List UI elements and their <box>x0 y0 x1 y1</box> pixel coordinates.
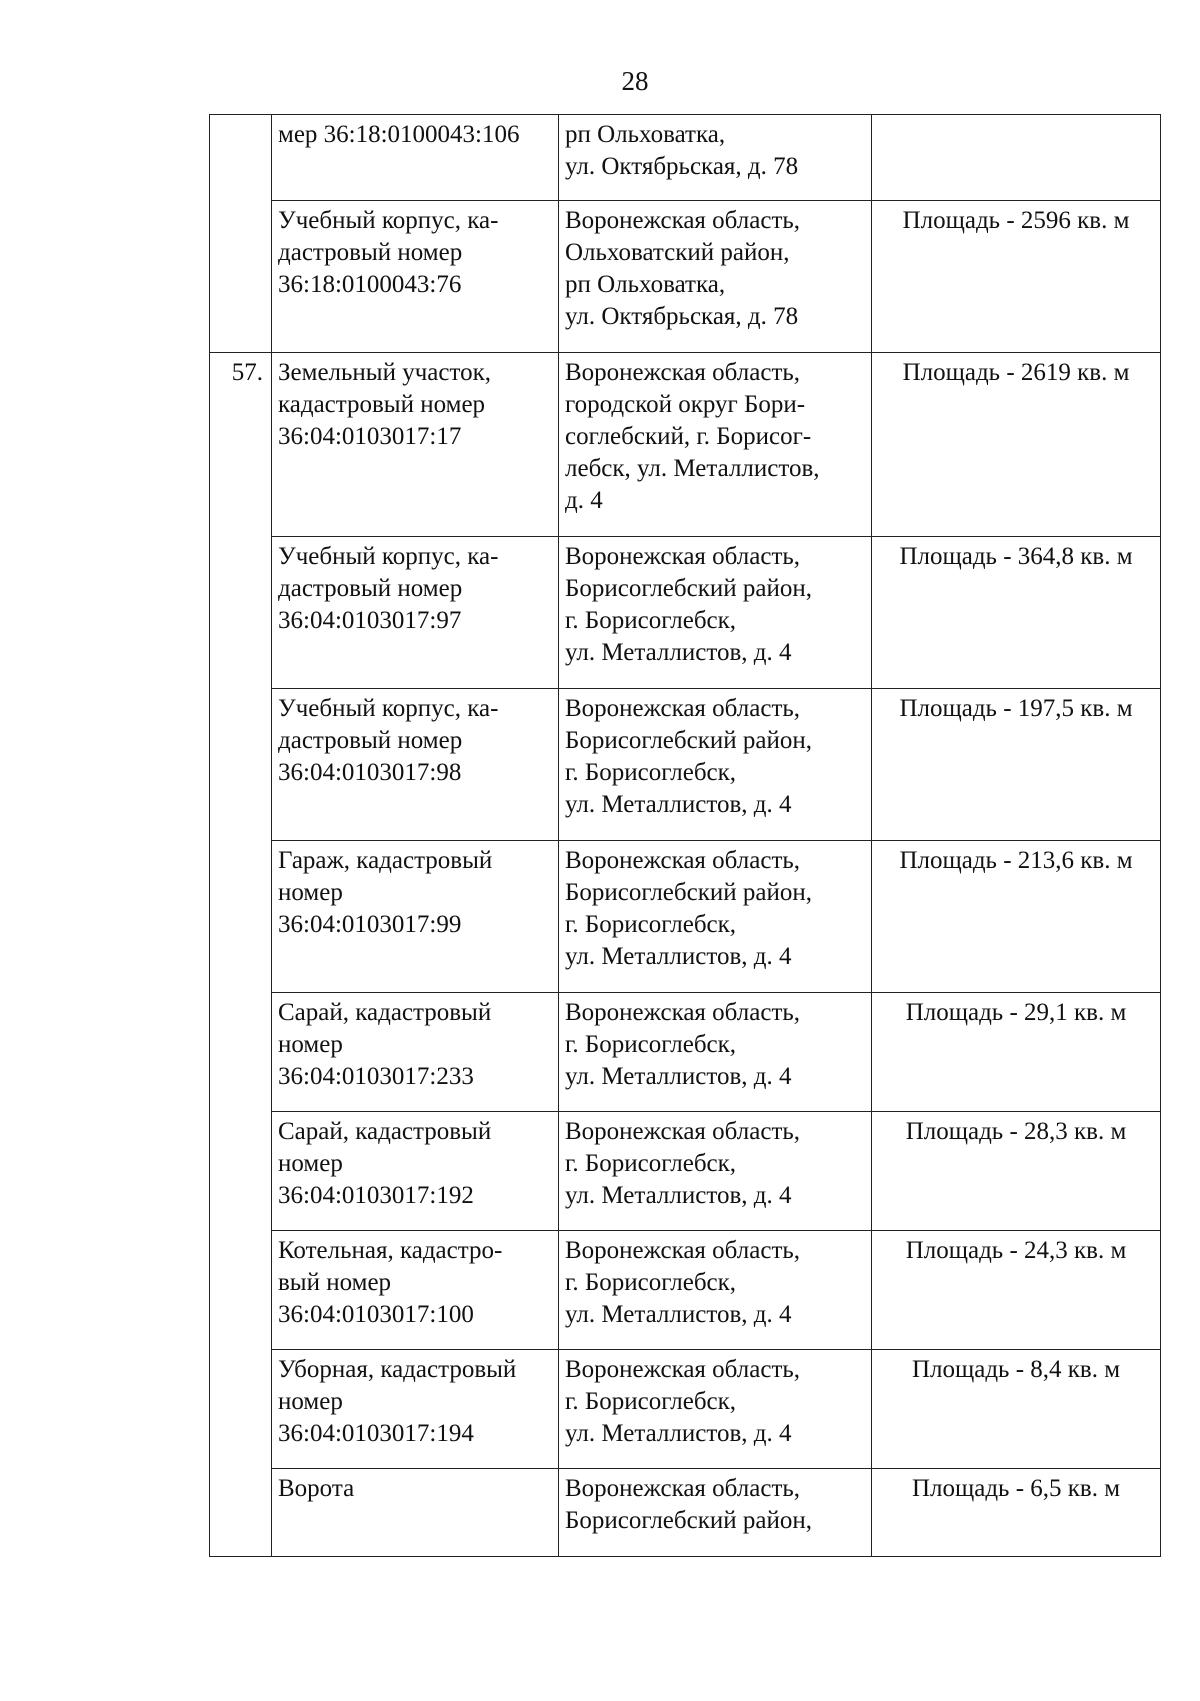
table-row <box>210 993 1161 1112</box>
characteristic-cell: Площадь - 29,1 кв. м <box>872 993 1161 1112</box>
characteristic-cell <box>872 115 1161 201</box>
address-cell: Воронежская область, Борисоглебский район, г. Борисоглебск, ул. Металлистов, д. 4 <box>559 841 872 993</box>
object-cell: Сарай, кадастровый номер 36:04:0103017:233 <box>272 993 559 1112</box>
characteristic-cell: Площадь - 2619 кв. м <box>872 353 1161 537</box>
object-cell: Земельный участок, кадастровый номер 36:04:0103017:17 <box>272 353 559 537</box>
table-row <box>210 1469 1161 1557</box>
characteristic-cell: Площадь - 2596 кв. м <box>872 201 1161 353</box>
table-row <box>210 1112 1161 1231</box>
object-cell: мер 36:18:0100043:106 <box>272 115 559 201</box>
object-cell: Учебный корпус, ка- дастровый номер 36:04:0103017:98 <box>272 689 559 841</box>
characteristic-cell: Площадь - 213,6 кв. м <box>872 841 1161 993</box>
address-cell: Воронежская область, г. Борисоглебск, ул. Металлистов, д. 4 <box>559 1112 872 1231</box>
table-row <box>210 201 1161 353</box>
object-cell: Гараж, кадастровый номер 36:04:0103017:99 <box>272 841 559 993</box>
property-table-body <box>210 115 1161 1557</box>
address-cell: Воронежская область, Борисоглебский район, г. Борисоглебск, ул. Металлистов, д. 4 <box>559 537 872 689</box>
address-cell: Воронежская область, г. Борисоглебск, ул. Металлистов, д. 4 <box>559 1231 872 1350</box>
table-row <box>210 353 1161 537</box>
table-row <box>210 1231 1161 1350</box>
characteristic-cell: Площадь - 28,3 кв. м <box>872 1112 1161 1231</box>
object-cell: Учебный корпус, ка- дастровый номер 36:04:0103017:97 <box>272 537 559 689</box>
address-cell: рп Ольховатка, ул. Октябрьская, д. 78 <box>559 115 872 201</box>
object-cell: Ворота <box>272 1469 559 1557</box>
characteristic-cell: Площадь - 24,3 кв. м <box>872 1231 1161 1350</box>
table-row <box>210 689 1161 841</box>
table-row <box>210 115 1161 201</box>
characteristic-cell: Площадь - 8,4 кв. м <box>872 1350 1161 1469</box>
table-row <box>210 1350 1161 1469</box>
object-cell: Котельная, кадастро- вый номер 36:04:0103017:100 <box>272 1231 559 1350</box>
row-number-cell <box>210 115 272 353</box>
object-cell: Учебный корпус, ка- дастровый номер 36:18:0100043:76 <box>272 201 559 353</box>
table-row <box>210 841 1161 993</box>
row-number-cell: 57. <box>210 353 272 1557</box>
address-cell: Воронежская область, г. Борисоглебск, ул. Металлистов, д. 4 <box>559 1350 872 1469</box>
address-cell: Воронежская область, Борисоглебский район, <box>559 1469 872 1557</box>
property-table <box>209 114 1161 1557</box>
address-cell: Воронежская область, городской округ Бори- соглебский, г. Борисог- лебск, ул. Металлистов, д. 4 <box>559 353 872 537</box>
characteristic-cell: Площадь - 6,5 кв. м <box>872 1469 1161 1557</box>
page-number: 28 <box>621 66 649 96</box>
object-cell: Сарай, кадастровый номер 36:04:0103017:192 <box>272 1112 559 1231</box>
characteristic-cell: Площадь - 364,8 кв. м <box>872 537 1161 689</box>
characteristic-cell: Площадь - 197,5 кв. м <box>872 689 1161 841</box>
address-cell: Воронежская область, Ольховатский район, рп Ольховатка, ул. Октябрьская, д. 78 <box>559 201 872 353</box>
address-cell: Воронежская область, г. Борисоглебск, ул. Металлистов, д. 4 <box>559 993 872 1112</box>
address-cell: Воронежская область, Борисоглебский район, г. Борисоглебск, ул. Металлистов, д. 4 <box>559 689 872 841</box>
object-cell: Уборная, кадастровый номер 36:04:0103017:194 <box>272 1350 559 1469</box>
table-row <box>210 537 1161 689</box>
